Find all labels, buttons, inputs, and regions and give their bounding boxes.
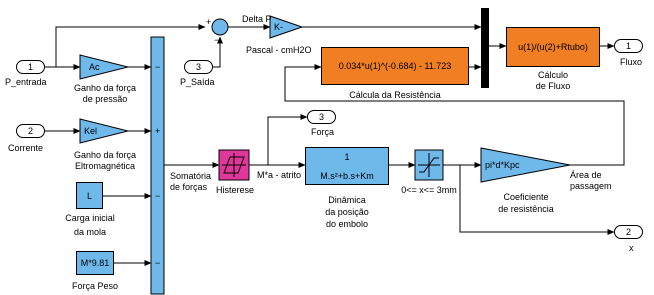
outport-forca[interactable]: 3: [307, 110, 336, 124]
gain-coef-label-1: Coeficiente: [503, 192, 549, 202]
gain-k-label: Pascal - cmH2O: [246, 45, 312, 55]
saturation-label: 0<= x<= 3mm: [401, 185, 457, 195]
gain-coef-text: pi*d*Kpc: [485, 160, 520, 170]
sumbar-sign-4: −: [155, 258, 161, 268]
gain-ac-block[interactable]: [80, 55, 128, 79]
tf-label-2: da posição: [325, 207, 369, 217]
const-mg-label: Força Peso: [71, 281, 119, 291]
inport-1-label: P_entrada: [5, 77, 47, 87]
inport-1[interactable]: 1: [16, 60, 45, 74]
resistance-fcn-label: Cálcula da Resistência: [349, 90, 441, 100]
gain-ac-label-2: de pressão: [82, 94, 128, 104]
sum-minus-sign: −: [214, 35, 220, 45]
gain-coef-label-2: de resistência: [498, 204, 554, 214]
gain-kel-label-2: Eltromagnética: [74, 161, 136, 171]
inport-2-label: Corrente: [8, 143, 44, 153]
const-l-text: L: [86, 190, 92, 201]
outport-x[interactable]: 2: [614, 225, 643, 239]
signal-delta-p: Delta P: [242, 14, 272, 24]
wire-to-forca: [268, 117, 307, 165]
outport-forca-label: Força: [311, 127, 335, 137]
gain-kel-text: Kel: [84, 126, 98, 136]
outport-x-label: x: [629, 243, 634, 253]
const-mg-block[interactable]: [76, 251, 114, 275]
sumbar-sign-1: −: [155, 62, 161, 72]
sum-circle[interactable]: [212, 19, 228, 35]
signal-ma-atrito: M*a - atrito: [257, 170, 302, 180]
resistance-fcn-text: 0.034*u(1)^(-0.684) - 11.723: [338, 61, 452, 71]
tf-label-1: Dinâmica: [328, 195, 366, 205]
tf-denominator: M.s²+b.s+Km: [320, 171, 374, 181]
sumbar-sign-3: −: [155, 191, 161, 201]
signal-area-1: Área de: [570, 170, 602, 180]
gain-ac-text: Ac: [89, 62, 100, 72]
sumbar-label-2: de forças: [170, 182, 208, 192]
inport-2[interactable]: 2: [16, 124, 45, 138]
flux-fcn-label-2: de Fluxo: [535, 81, 571, 91]
gain-ac-label-1: Ganho da força: [73, 83, 137, 93]
inport-3-label: P_Saída: [180, 77, 215, 87]
sumbar-sign-2: +: [155, 126, 161, 136]
wire-pentrada-sum: [56, 27, 205, 67]
sum-plus-sign: +: [206, 17, 212, 27]
flux-fcn-text: u(1)/(u(2)+Rtubo): [518, 42, 588, 52]
const-l-label-1: Carga inicial: [65, 213, 115, 223]
resistance-fcn-block[interactable]: [321, 47, 469, 85]
outport-fluxo[interactable]: 1: [614, 39, 643, 53]
signal-area-2: passagem: [570, 181, 612, 191]
sum-bar-block[interactable]: [151, 37, 164, 294]
gain-kel-label-1: Ganho da força: [73, 150, 137, 160]
flux-fcn-label-1: Cálculo: [537, 70, 568, 80]
hysteresis-label: Histerese: [215, 185, 254, 195]
flux-fcn-block[interactable]: [506, 27, 600, 67]
const-mg-text: M*9.81: [80, 258, 110, 268]
outport-fluxo-label: Fluxo: [620, 57, 643, 67]
tf-numerator: 1: [344, 152, 350, 162]
const-l-block[interactable]: [76, 182, 103, 209]
inport-3[interactable]: 3: [184, 60, 213, 74]
gain-k-text: K-: [274, 22, 283, 32]
tf-label-3: do embolo: [325, 219, 369, 229]
const-l-label-2: da mola: [73, 227, 107, 237]
sumbar-label-1: Somatória: [170, 171, 212, 181]
mux-block[interactable]: [481, 8, 489, 88]
